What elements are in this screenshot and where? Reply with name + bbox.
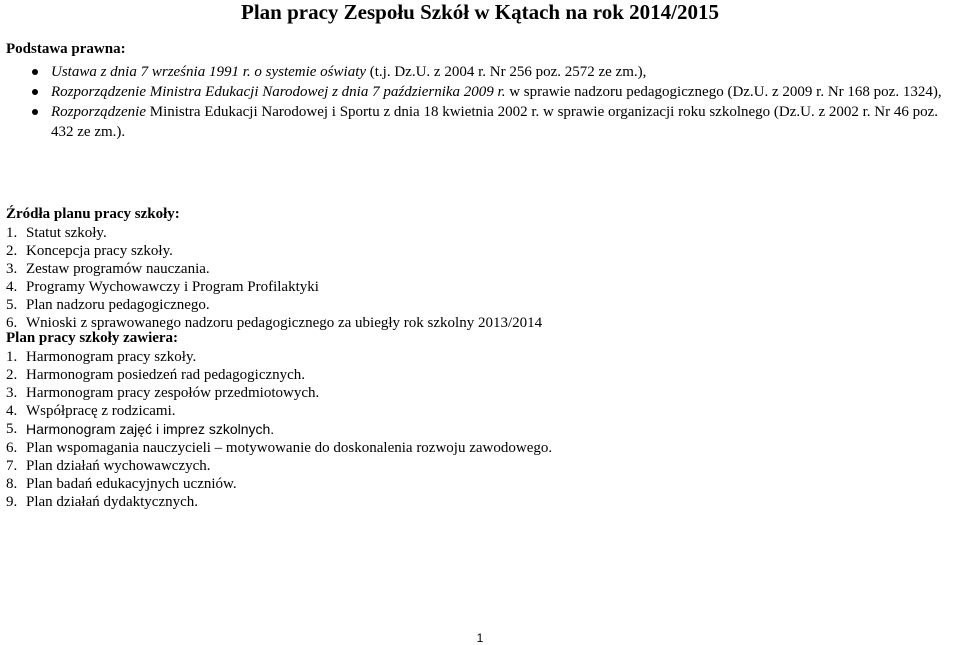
list-item-text: Harmonogram pracy zespołów przedmiotowych. — [26, 385, 320, 401]
list-item — [6, 296, 956, 314]
list-item-text: Zestaw programów nauczania. — [26, 261, 210, 277]
legal-basis-item-italic: Ustawa z dnia 7 września 1991 r. o systemie oświaty — [51, 64, 367, 80]
bullet-icon — [32, 109, 38, 115]
legal-basis-item — [6, 82, 956, 102]
legal-basis-item-text: Ministra Edukacji Narodowej i Sportu z dnia 18 kwietnia 2002 r. w sprawie organizacji roku szkolnego (Dz.U. z 2002 r. Nr 46 poz. 432 ze zm.). — [51, 104, 939, 140]
legal-basis-item-text: (t.j. Dz.U. z 2004 r. Nr 256 poz. 2572 ze zm.), — [366, 64, 647, 80]
list-item-text: Statut szkoły. — [26, 225, 107, 241]
legal-basis-section — [6, 40, 956, 142]
list-item — [6, 348, 956, 366]
list-item-text: Plan działań wychowawczych. — [26, 458, 211, 474]
bullet-icon — [32, 89, 38, 95]
list-item — [6, 260, 956, 278]
legal-basis-item-italic: Rozporządzenie Ministra Edukacji Narodowej z dnia 7 października 2009 r. — [51, 84, 506, 100]
legal-basis-heading: Podstawa prawna: — [6, 41, 126, 57]
list-item-number: 1. — [6, 225, 18, 241]
list-item — [6, 242, 956, 260]
list-item — [6, 224, 956, 242]
list-item-number: 3. — [6, 261, 18, 277]
list-item-text: Plan wspomagania nauczycieli – motywowanie do doskonalenia rozwoju zawodowego. — [26, 440, 553, 456]
page-title: Plan pracy Zespołu Szkół w Kątach na rok 2014/2015 — [241, 0, 719, 24]
legal-basis-item-text: w sprawie nadzoru pedagogicznego (Dz.U. z 2009 r. Nr 168 poz. 1324), — [505, 84, 942, 100]
legal-basis-item — [6, 102, 956, 142]
list-item-number: 2. — [6, 367, 18, 383]
list-item — [6, 402, 956, 420]
contents-section — [6, 329, 956, 511]
list-item-number: 4. — [6, 279, 18, 295]
list-item — [6, 384, 956, 402]
list-item — [6, 278, 956, 296]
list-item-number: 6. — [6, 315, 18, 331]
list-item — [6, 493, 956, 511]
list-item-text: Wnioski z sprawowanego nadzoru pedagogicznego za ubiegły rok szkolny 2013/2014 — [26, 315, 543, 331]
list-item — [6, 457, 956, 475]
sources-heading: Źródła planu pracy szkoły: — [6, 206, 180, 222]
list-item-text: Harmonogram pracy szkoły. — [26, 349, 197, 365]
list-item — [6, 439, 956, 457]
list-item — [6, 420, 956, 439]
list-item-number: 9. — [6, 494, 18, 510]
list-item-number: 5. — [6, 421, 18, 437]
contents-heading: Plan pracy szkoły zawiera: — [6, 330, 179, 346]
list-item-text: Plan działań dydaktycznych. — [26, 494, 199, 510]
list-item-text: Plan badań edukacyjnych uczniów. — [26, 476, 237, 492]
bullet-icon — [32, 69, 38, 75]
list-item-text: Koncepcja pracy szkoły. — [26, 243, 173, 259]
list-item-text: Harmonogram posiedzeń rad pedagogicznych. — [26, 367, 306, 383]
list-item-number: 2. — [6, 243, 18, 259]
list-item-number: 5. — [6, 297, 18, 313]
list-item — [6, 475, 956, 493]
list-item-text: Harmonogram zajęć i imprez szkolnych. — [26, 421, 275, 437]
list-item-number: 6. — [6, 440, 18, 456]
list-item-number: 1. — [6, 349, 18, 365]
list-item-number: 3. — [6, 385, 18, 401]
list-item — [6, 366, 956, 384]
list-item-number: 7. — [6, 458, 18, 474]
page-number: 1 — [476, 631, 484, 645]
list-item-text: Plan nadzoru pedagogicznego. — [26, 297, 210, 313]
legal-basis-item — [6, 62, 956, 82]
list-item-text: Współpracę z rodzicami. — [26, 403, 176, 419]
list-item-number: 4. — [6, 403, 18, 419]
list-item-number: 8. — [6, 476, 18, 492]
sources-section — [6, 205, 956, 332]
list-item-text: Programy Wychowawczy i Program Profilaktyki — [26, 279, 319, 295]
legal-basis-item-italic: Rozporządzenie — [51, 104, 146, 120]
